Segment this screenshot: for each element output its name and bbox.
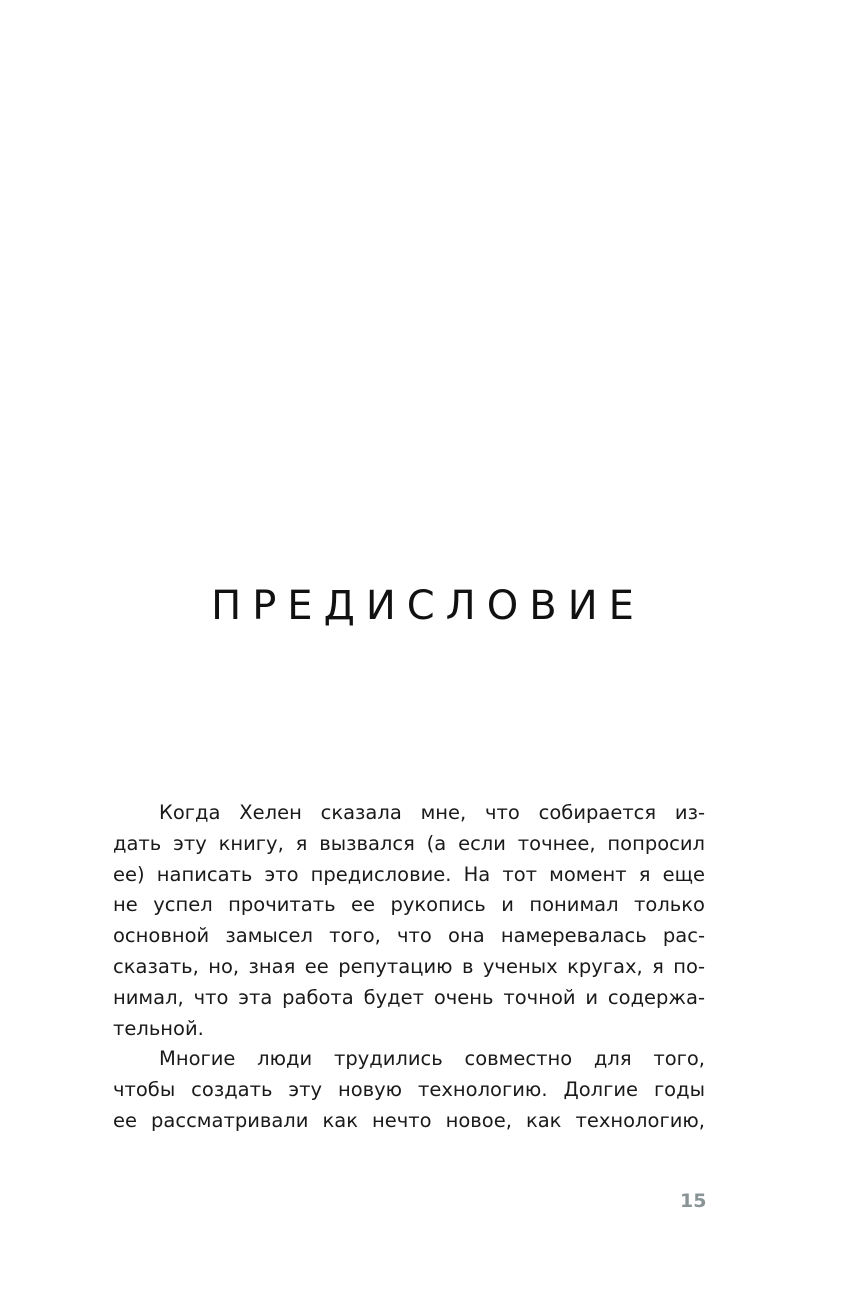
body-text — [113, 798, 705, 1137]
page-number: 15 — [680, 1190, 707, 1212]
paragraph-line: ее рассматривали как нечто новое, как технологию, — [113, 1108, 705, 1132]
paragraph-line: чтобы создать эту новую технологию. Долгие годы — [113, 1078, 705, 1102]
chapter-title: ПРЕДИСЛОВИЕ — [211, 583, 645, 629]
paragraph-line: дать эту книгу, я вызвался (а если точнее, попросил — [113, 831, 705, 855]
paragraph-line: сказать, но, зная ее репутацию в ученых кругах, я по- — [113, 954, 705, 978]
paragraph-line: не успел прочитать ее рукопись и понимал только — [113, 893, 705, 917]
paragraph-line: Многие люди трудились совместно для того, — [159, 1047, 705, 1071]
paragraph-line: тельной. — [113, 1016, 204, 1040]
paragraph-line: основной замысел того, что она намеревалась рас- — [113, 924, 705, 948]
paragraph-line: Когда Хелен сказала мне, что собирается из- — [159, 801, 705, 824]
paragraph-line: нимал, что эта работа будет очень точной и содержа- — [113, 985, 705, 1009]
paragraph-line: ее) написать это предисловие. На тот момент я еще — [113, 862, 705, 886]
